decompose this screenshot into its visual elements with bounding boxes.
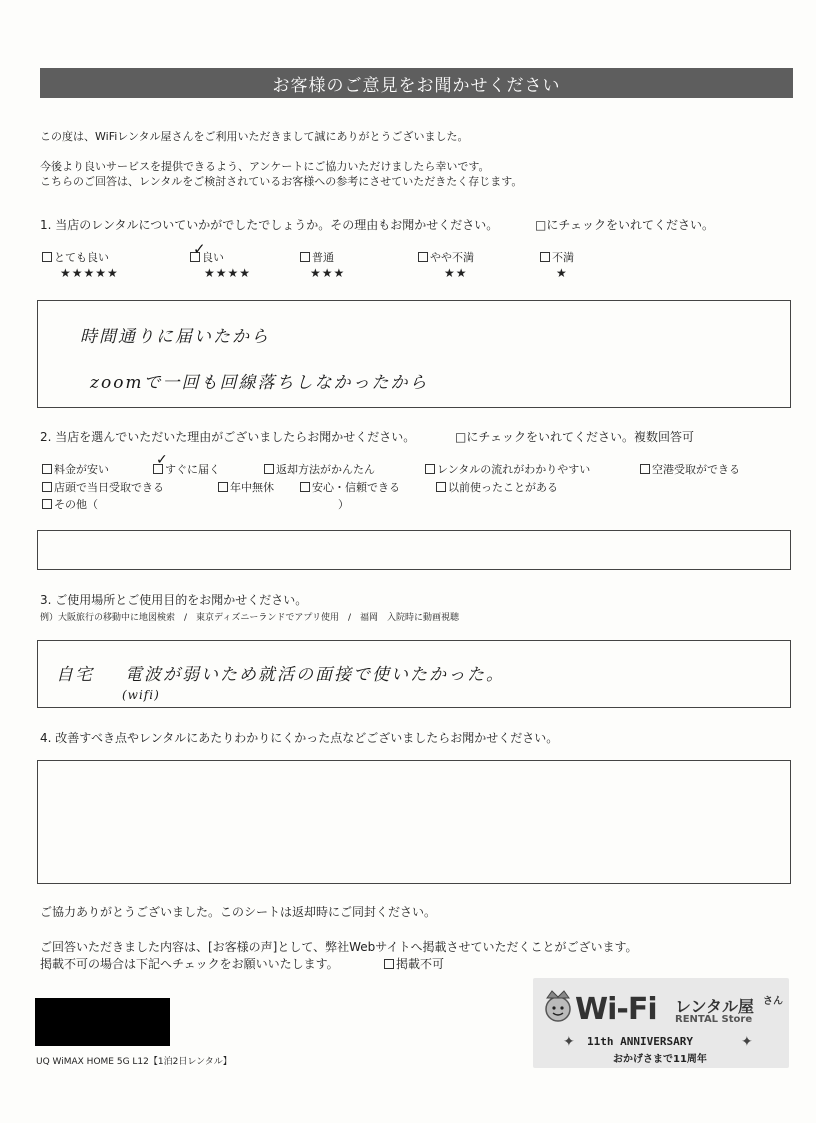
q1-option-unsatisfied[interactable] [540,251,574,265]
q1-stars-1: ★ [556,266,568,280]
option-label: 安心・信頼できる [312,481,400,494]
checkbox[interactable] [640,464,650,474]
logo-store-text: RENTAL Store [675,1014,753,1025]
checkbox[interactable] [384,959,394,969]
q1-option-slightly-unsatisfied[interactable] [418,251,474,265]
q3-answer-place: 自宅 [56,665,94,685]
footer-thanks: ご協力ありがとうございました。このシートは返却時にご同封ください。 [40,905,437,919]
option-label: 空港受取ができる [652,463,740,476]
checkbox[interactable] [540,252,550,262]
logo-rental-text: レンタル屋 [675,997,754,1016]
q2-question: 2. 当店を選んでいただいた理由がございましたらお聞かせください。 [40,430,416,444]
q2-option-cheap[interactable] [42,463,109,477]
option-label: 不満 [552,251,574,264]
option-label: やや不満 [430,251,474,264]
q1-stars-5: ★★★★★ [60,266,119,280]
q2-option-used-before[interactable] [436,481,558,495]
option-label: 店頭で当日受取できる [54,481,164,494]
product-name: UQ WiMAX HOME 5G L12【1泊2日レンタル】 [36,1057,232,1067]
q1-option-very-good[interactable] [42,251,109,265]
checkbox[interactable] [42,482,52,492]
q1-stars-2: ★★ [444,266,468,280]
brand-logo [533,978,789,1068]
logo-san-text: さん [763,996,783,1007]
option-label: 掲載不可 [396,957,445,971]
q1-stars-3: ★★★ [310,266,346,280]
option-label: レンタルの流れがわかりやすい [437,463,591,476]
sparkle-icon: ✦ [741,1034,753,1050]
intro-line-3: こちらのご回答は、レンタルをご検討されているお客様への参考にさせていただきたく存じます。 [40,175,523,188]
q2-option-airport-pickup[interactable] [640,463,740,477]
checkbox[interactable] [42,499,52,509]
sparkle-icon: ✦ [563,1034,575,1050]
checkbox[interactable] [436,482,446,492]
q4-answer-box[interactable] [37,760,791,884]
footer-publish-opt-out: 掲載不可の場合は下記へチェックをお願いいたします。 [40,957,339,971]
check-mark-icon: ✓ [156,452,168,468]
q1-stars-4: ★★★★ [204,266,252,280]
footer-publish-notice: ご回答いただきました内容は、[お客様の声]として、弊社Webサイトへ掲載させていただくことがございます。 [40,940,638,954]
crown-mascot-icon [541,988,575,1022]
q2-instruction: □にチェックをいれてください。複数回答可 [455,430,694,444]
page-title [40,68,793,98]
option-label: 返却方法がかんたん [276,463,375,476]
logo-anniversary-text: 11th ANNIVERSARY [587,1035,693,1048]
q2-option-same-day-pickup[interactable] [42,481,164,495]
redacted-block [35,998,170,1046]
checkbox[interactable] [42,464,52,474]
option-label: 年中無休 [230,481,274,494]
q1-question: 1. 当店のレンタルについていかがでしたでしょうか。その理由もお聞かせください。 [40,218,499,232]
q2-option-easy-return[interactable] [264,463,375,477]
checkbox[interactable] [218,482,228,492]
page-title-text: お客様のご意見をお聞かせください [272,75,561,96]
checkbox[interactable] [42,252,52,262]
option-label: とても良い [54,251,109,264]
option-label: その他（ [54,498,98,511]
q3-answer-text: 電波が弱いため就活の面接で使いたかった。 [125,665,505,685]
q1-answer-line-2: zoomで一回も回線落ちしなかったから [90,373,429,393]
q3-question: 3. ご使用場所とご使用目的をお聞かせください。 [40,593,308,607]
logo-subtitle-text: おかげさまで11周年 [613,1054,707,1065]
checkbox[interactable] [300,482,310,492]
check-mark-icon: ✓ [193,240,206,258]
q2-other-close: ） [338,498,349,511]
option-label: 普通 [312,251,334,264]
q1-option-normal[interactable] [300,251,334,265]
q2-option-open-all-year[interactable] [218,481,274,495]
q3-answer-note: (wifi) [122,688,160,702]
logo-wifi-text: Wi-Fi [575,992,657,1027]
checkbox[interactable] [300,252,310,262]
checkbox[interactable] [425,464,435,474]
option-label: 料金が安い [54,463,109,476]
q2-option-trustworthy[interactable] [300,481,400,495]
q2-answer-box[interactable] [37,530,791,570]
q3-example: 例）大阪旅行の移動中に地図検索 / 東京ディズニーランドでアプリ使用 / 福岡 入院時に動画視聴 [40,613,459,623]
checkbox[interactable] [418,252,428,262]
checkbox[interactable] [264,464,274,474]
intro-line-2: 今後より良いサービスを提供できるよう、アンケートにご協力いただけましたら幸いです。 [40,160,490,173]
option-label: 以前使ったことがある [448,481,558,494]
no-publish-option[interactable] [384,957,444,972]
q1-answer-line-1: 時間通りに届いたから [80,327,270,347]
q2-option-easy-flow[interactable] [425,463,590,477]
intro-line-1: この度は、WiFiレンタル屋さんをご利用いただきまして誠にありがとうございました。 [40,130,469,143]
option-label: 良い [202,251,224,264]
q4-question: 4. 改善すべき点やレンタルにあたりわかりにくかった点などございましたらお聞かせください。 [40,731,559,745]
q2-option-other[interactable] [42,498,98,512]
q1-instruction: □にチェックをいれてください。 [535,218,714,232]
option-label: すぐに届く [165,463,220,476]
